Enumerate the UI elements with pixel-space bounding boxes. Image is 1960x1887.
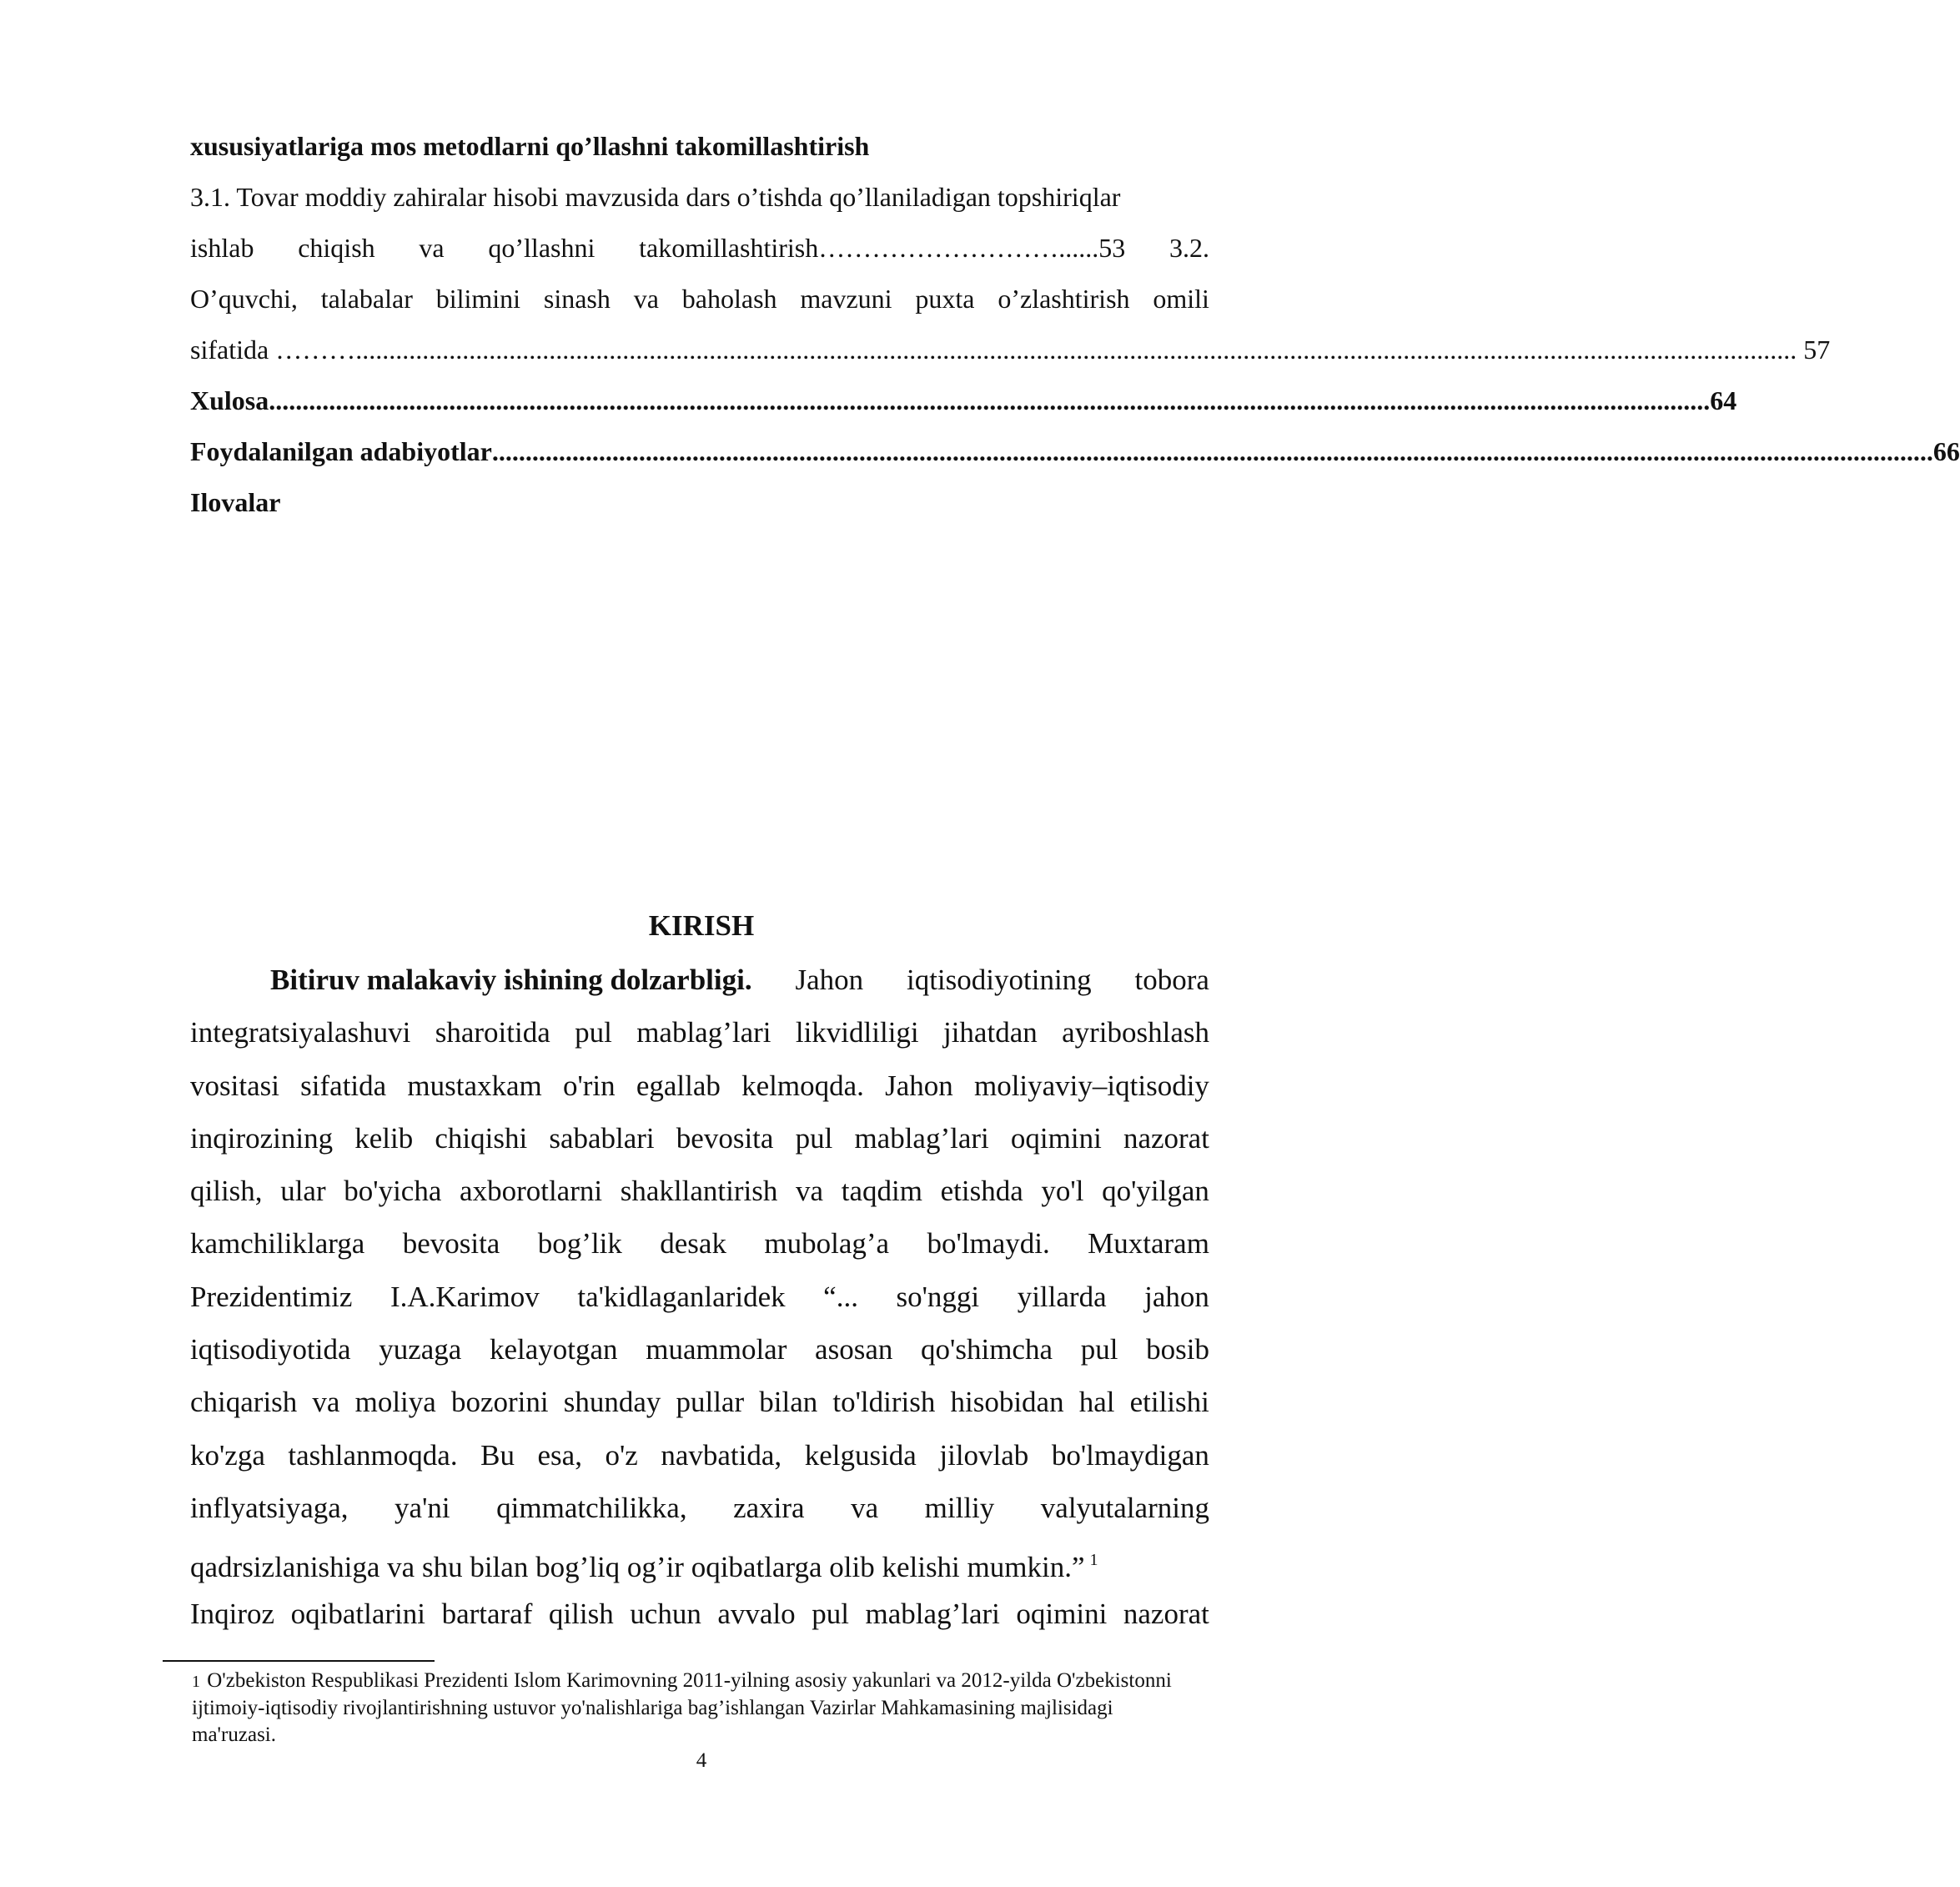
word: integratsiyalashuvi: [190, 1016, 411, 1049]
word: Inqiroz: [190, 1597, 275, 1630]
toc-entry-xulosa: [190, 375, 1737, 426]
paragraph-line: [190, 954, 1209, 1006]
word: hisobidan: [950, 1386, 1064, 1419]
word: bo'lmaydi.: [927, 1227, 1050, 1261]
word: o'rin: [562, 1069, 616, 1102]
word: qo’llashni: [488, 233, 596, 263]
word: bilimini: [435, 284, 521, 314]
word: o’zlashtirish: [998, 284, 1130, 314]
word: kelib: [354, 1121, 414, 1155]
footnote-separator: [163, 1660, 435, 1662]
word: taqdim: [841, 1175, 922, 1208]
toc-leader: ........................................................................................................................................................................................................................: [491, 436, 1933, 466]
paragraph-line: [190, 1217, 1209, 1270]
word: nazorat: [1123, 1121, 1209, 1155]
toc-line: xususiyatlariga mos metodlarni qo’llashni takomillashtirish: [190, 131, 870, 161]
word: pul: [1080, 1333, 1118, 1366]
word: zaxira: [733, 1491, 805, 1524]
word: ular: [280, 1175, 326, 1208]
word: sifatida: [300, 1069, 387, 1102]
word: kelgusida: [804, 1438, 917, 1472]
paragraph-line: qadrsizlanishiga va shu bilan bog’liq og’ir oqibatlarga olib kelishi mumkin.” $^1$: [190, 1551, 1098, 1584]
footnote-mark: 1: [192, 1673, 200, 1691]
table-of-contents: [190, 121, 1960, 528]
word: tobora: [1134, 964, 1209, 996]
word: ta'kidlaganlaridek: [577, 1280, 786, 1313]
word: tashlanmoqda.: [288, 1438, 458, 1472]
word: puxta: [915, 284, 975, 314]
word: inqirozining: [190, 1121, 334, 1155]
word: mubolag’a: [764, 1227, 890, 1261]
word: so'nggi: [896, 1280, 980, 1313]
paragraph-line: [190, 1165, 1209, 1217]
word: avvalo: [717, 1597, 796, 1630]
word: takomillashtirish………………………......53: [639, 233, 1126, 263]
word: I.A.Karimov: [389, 1280, 540, 1313]
word: valyutalarning: [1040, 1491, 1209, 1524]
word: muammolar: [646, 1333, 787, 1366]
paragraph-line: [190, 1323, 1209, 1376]
paragraph-line: [190, 1006, 1209, 1059]
word: mablag’lari: [854, 1121, 989, 1155]
word: chiqishi: [435, 1121, 528, 1155]
word: mablag’lari: [636, 1016, 771, 1049]
word: yillarda: [1017, 1280, 1107, 1313]
word: o'z: [605, 1438, 638, 1472]
word: bevosita: [402, 1227, 500, 1261]
paragraph-line: [190, 1588, 1209, 1640]
word: pul: [812, 1597, 849, 1630]
toc-entry-title: sifatida ………: [190, 335, 356, 365]
word: va: [419, 233, 445, 263]
word: chiqarish: [190, 1386, 298, 1419]
paragraph-line: [190, 1059, 1209, 1112]
word: kelmoqda.: [741, 1069, 864, 1102]
word: yo'l: [1041, 1175, 1084, 1208]
toc-page-number: 66: [1932, 436, 1960, 466]
word: shunday: [563, 1386, 661, 1419]
toc-line: 3.1. Tovar moddiy zahiralar hisobi mavzusida dars o’tishda qo’llaniladigan topshiriqlar: [190, 182, 1121, 212]
paragraph-line: [190, 1376, 1209, 1428]
word: Bu: [480, 1438, 515, 1472]
word: mustaxkam: [407, 1069, 542, 1102]
word: axborotlarni: [460, 1175, 603, 1208]
footnote-reference: 1: [1089, 1551, 1098, 1570]
word: oqimini: [1010, 1121, 1102, 1155]
bold-lead-phrase: Bitiruv malakaviy ishining dolzarbligi.: [270, 964, 752, 996]
word: ishlab: [190, 233, 254, 263]
word: Jahon: [885, 1069, 953, 1102]
word: va: [312, 1386, 340, 1419]
word: oqibatlarini: [290, 1597, 425, 1630]
word: desak: [660, 1227, 726, 1261]
word: Prezidentimiz: [190, 1280, 353, 1313]
word: jihatdan: [942, 1016, 1038, 1049]
toc-line: [190, 274, 1209, 325]
toc-entry-title: Foydalanilgan adabiyotlar: [190, 436, 492, 466]
word: baholash: [681, 284, 777, 314]
toc-entry-adabiyotlar: [190, 426, 1960, 477]
toc-leader: ........................................................................................................................................................................................................................: [269, 385, 1711, 415]
word: iqtisodiyotining: [906, 964, 1092, 996]
paragraph-line: [190, 1271, 1209, 1323]
word: asosan: [815, 1333, 893, 1366]
word: iqtisodiyotida: [190, 1333, 351, 1366]
word: pul: [575, 1016, 612, 1049]
word: talabalar: [320, 284, 413, 314]
toc-page-number: 64: [1710, 385, 1737, 415]
word: moliya: [354, 1386, 436, 1419]
word: 3.2.: [1168, 233, 1209, 263]
word: bevosita: [676, 1121, 774, 1155]
word: likvidliligi: [795, 1016, 919, 1049]
word: kamchiliklarga: [190, 1227, 365, 1261]
toc-line: [190, 223, 1209, 274]
footnote-text: O'zbekiston Respublikasi Prezidenti Islom Karimovning 2011-yilning asosiy yakunlari va 2012-yilda O'zbekistonni ijtimoiy-iqtisodiy rivojlantirishning ustuvor yo'nalishlariga bag’ishlangan Vazirlar Mahkamasining majlisidagi ma'ruzasi.: [192, 1669, 1172, 1746]
section-heading: KIRISH: [648, 909, 755, 942]
toc-entry: [190, 325, 1831, 375]
word: kelayotgan: [489, 1333, 618, 1366]
toc-entry-ilovalar: Ilovalar: [190, 487, 281, 517]
word: bo'lmaydigan: [1051, 1438, 1209, 1472]
word: navbatida,: [661, 1438, 782, 1472]
word: “...: [823, 1280, 858, 1313]
word: ya'ni: [395, 1491, 450, 1524]
word: sinash: [543, 284, 611, 314]
word: bartaraf: [441, 1597, 533, 1630]
body-text: [190, 954, 1209, 1640]
word: vositasi: [190, 1069, 279, 1102]
word: va: [633, 284, 659, 314]
word: etishda: [940, 1175, 1023, 1208]
footnote: [192, 1668, 1176, 1749]
word: nazorat: [1123, 1597, 1209, 1630]
word: Jahon: [795, 964, 864, 996]
word: sharoitida: [435, 1016, 550, 1049]
word: jahon: [1144, 1280, 1209, 1313]
word: qilish,: [190, 1175, 263, 1208]
paragraph-line: [190, 1429, 1209, 1482]
word: O’quvchi,: [190, 284, 298, 314]
word: qimmatchilikka,: [496, 1491, 687, 1524]
page-number: 4: [696, 1749, 707, 1772]
word: mablag’lari: [865, 1597, 1000, 1630]
word: etilishi: [1129, 1386, 1209, 1419]
word: bilan: [759, 1386, 818, 1419]
paragraph-line: [190, 1112, 1209, 1165]
word: inflyatsiyaga,: [190, 1491, 349, 1524]
word: qilish: [548, 1597, 614, 1630]
word: ko'zga: [190, 1438, 265, 1472]
word: to'ldirish: [832, 1386, 936, 1419]
word: milliy: [924, 1491, 995, 1524]
word: oqimini: [1016, 1597, 1108, 1630]
word: bo'yicha: [344, 1175, 442, 1208]
word: pul: [795, 1121, 833, 1155]
word: moliyaviy–iqtisodiy: [973, 1069, 1209, 1102]
word: esa,: [537, 1438, 582, 1472]
word: ayriboshlash: [1062, 1016, 1209, 1049]
word: yuzaga: [379, 1333, 462, 1366]
word: shakllantirish: [620, 1175, 778, 1208]
word: bozorini: [450, 1386, 549, 1419]
word: hal: [1078, 1386, 1115, 1419]
word: chiqish: [298, 233, 375, 263]
toc-leader: ........................................................................................................................................................................................................................: [355, 335, 1797, 365]
word: egallab: [636, 1069, 721, 1102]
word: va: [851, 1491, 879, 1524]
word: qo'yilgan: [1102, 1175, 1209, 1208]
word: uchun: [630, 1597, 701, 1630]
word: qo'shimcha: [921, 1333, 1053, 1366]
word: bosib: [1146, 1333, 1209, 1366]
word: bog’lik: [537, 1227, 622, 1261]
word: pullar: [676, 1386, 745, 1419]
word: Muxtaram: [1088, 1227, 1209, 1261]
word: jilovlab: [939, 1438, 1029, 1472]
word: sabablari: [549, 1121, 655, 1155]
word: va: [796, 1175, 824, 1208]
toc-entry-title: Xulosa: [190, 385, 269, 415]
word: mavzuni: [800, 284, 892, 314]
toc-page-number: 57: [1803, 335, 1831, 365]
paragraph-line: [190, 1482, 1209, 1534]
word: omili: [1153, 284, 1209, 314]
